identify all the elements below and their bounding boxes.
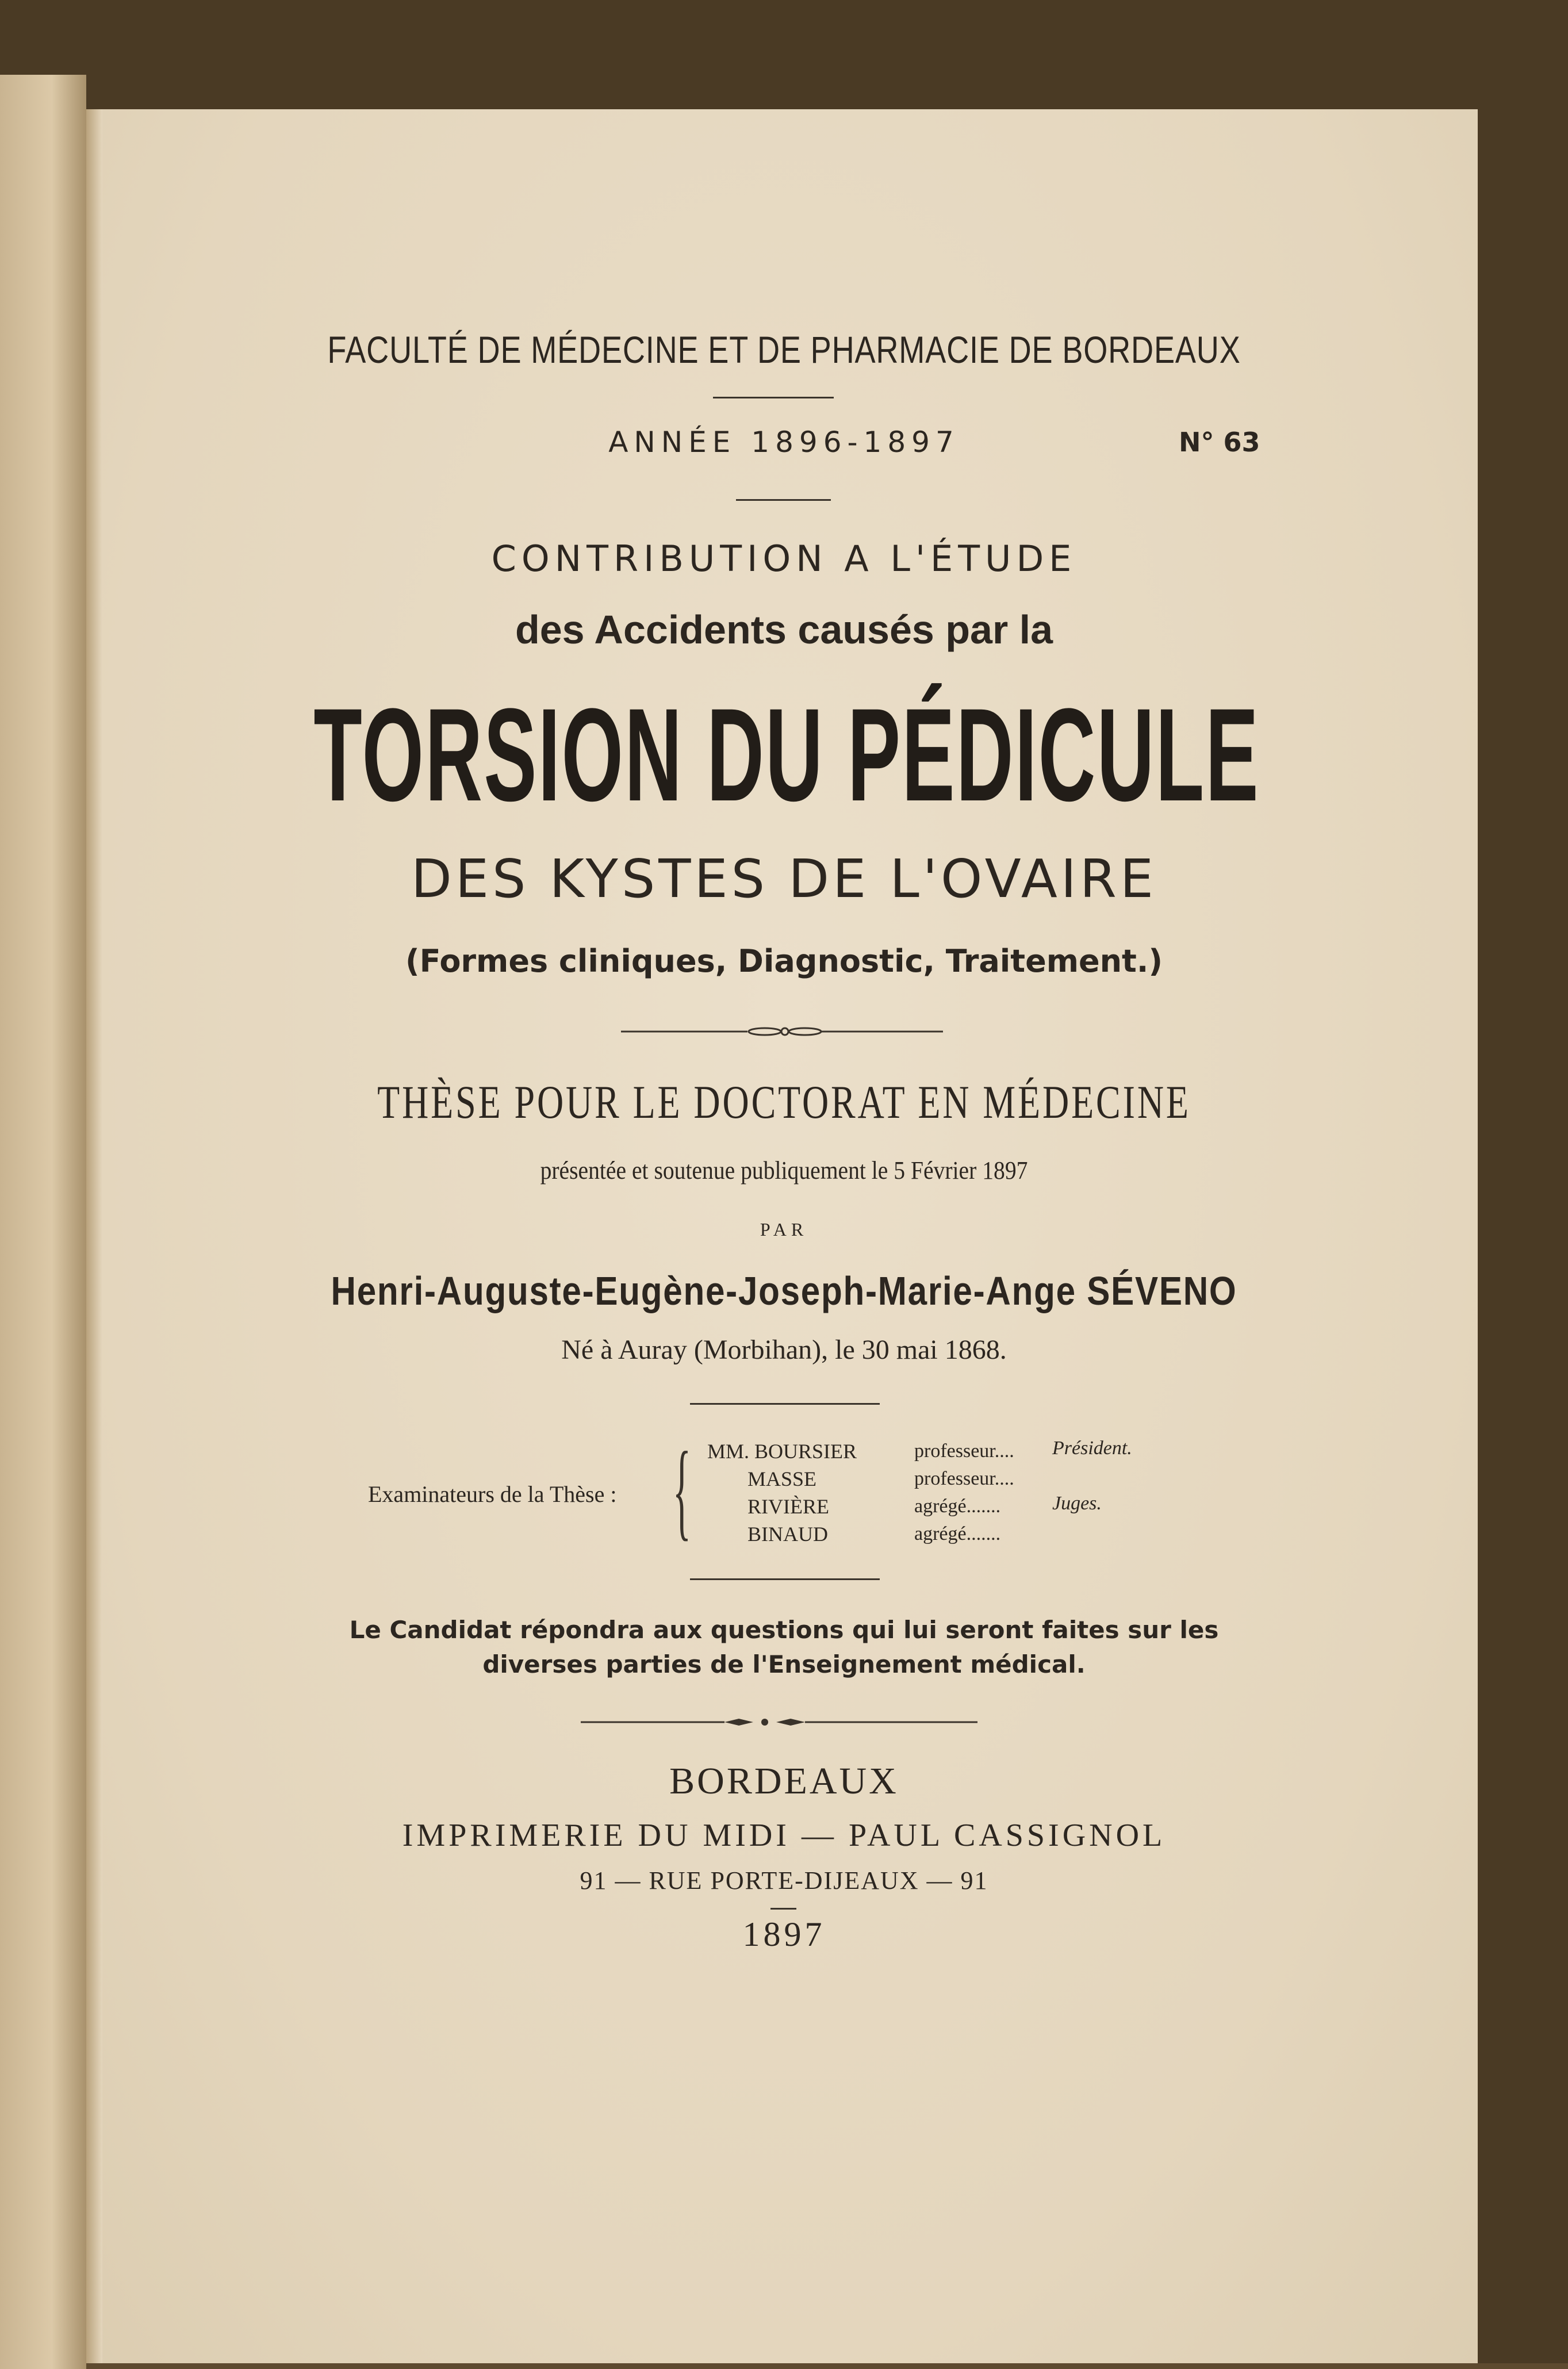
examiners-block [368, 1430, 1230, 1552]
examiner-name: MM. BOURSIER [707, 1440, 857, 1463]
thesis-heading: THÈSE POUR LE DOCTORAT EN MÉDECINE [377, 1076, 1191, 1128]
title-subtitle: (Formes cliniques, Diagnostic, Traitement.) [405, 943, 1163, 979]
examiner-name: MASSE [747, 1467, 817, 1490]
imprint-city: BORDEAUX [669, 1760, 899, 1802]
imprint-address: 91 — RUE PORTE-DIJEAUX — 91 [580, 1866, 988, 1895]
imprint-printer: IMPRIMERIE DU MIDI — PAUL CASSIGNOL [402, 1818, 1166, 1853]
thesis-number: N° 63 [1179, 427, 1260, 458]
presentation-line: présentée et soutenue publiquement le 5 Février 1897 [540, 1156, 1028, 1184]
title-line-4: DES KYSTES DE L'OVAIRE [411, 848, 1157, 910]
examiner-name: RIVIÈRE [747, 1495, 829, 1518]
divider-rule [690, 1403, 880, 1405]
examiner-title: agrégé....... [914, 1523, 1001, 1544]
examiner-title: agrégé....... [914, 1496, 1001, 1517]
ornament-divider [621, 1026, 943, 1037]
imprint-year: 1897 [742, 1915, 826, 1953]
ornament-divider [581, 1716, 977, 1728]
examiner-title: professeur.... [914, 1468, 1014, 1489]
divider-rule [736, 499, 831, 501]
divider-rule [770, 1908, 796, 1910]
examiner-title: professeur.... [914, 1440, 1014, 1462]
by-label: PAR [760, 1219, 808, 1240]
examiner-name: BINAUD [747, 1523, 828, 1546]
author-name: Henri-Auguste-Eugène-Joseph-Marie-Ange SÉVENO [331, 1268, 1237, 1313]
president-role: Président. [1052, 1438, 1132, 1459]
divider-rule [690, 1578, 880, 1580]
divider-rule [713, 397, 834, 398]
judges-role: Juges. [1052, 1493, 1102, 1514]
left-brace: { [673, 1430, 691, 1551]
author-birth: Né à Auray (Morbihan), le 30 mai 1868. [561, 1335, 1007, 1365]
examiners-label: Examinateurs de la Thèse : [368, 1481, 617, 1507]
examiner-names [707, 1438, 857, 1548]
main-title: TORSION DU PÉDICULE [313, 681, 1260, 829]
notice-line-2: diverses parties de l'Enseignement médical. [482, 1650, 1086, 1678]
academic-year: ANNÉE 1896-1897 [608, 425, 960, 459]
title-line-1: CONTRIBUTION A L'ÉTUDE [491, 538, 1077, 580]
faculty-heading: FACULTÉ DE MÉDECINE ET DE PHARMACIE DE BORDEAUX [327, 328, 1241, 371]
title-line-2: des Accidents causés par la [515, 607, 1053, 652]
notice-line-1: Le Candidat répondra aux questions qui lui seront faites sur les [349, 1616, 1219, 1644]
examiner-titles [914, 1438, 1014, 1548]
